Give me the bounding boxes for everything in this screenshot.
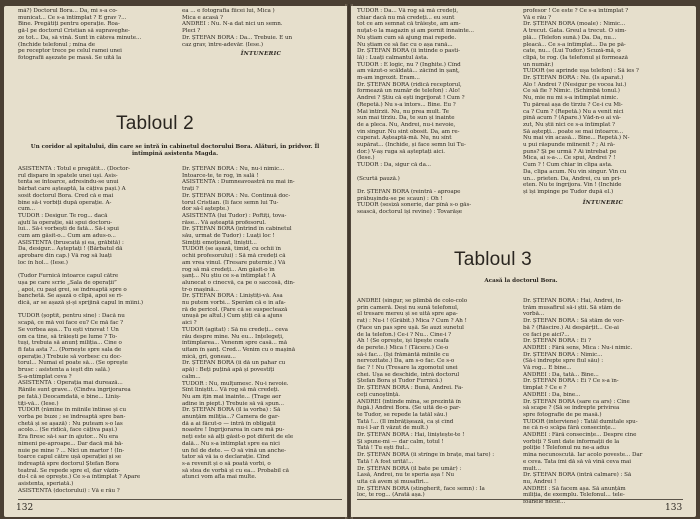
- text-line: chiar dacă nu mă credeți... eu sunt: [357, 14, 455, 21]
- text-line: Nu, mie nu mi s-a întîmplat nimic.: [523, 95, 619, 102]
- text-line: el tresare mereu și se uită spre apa-: [357, 311, 458, 318]
- text-line: Da, clipa acum. Nu vin singur. Vin cu: [523, 168, 627, 175]
- text-line: Dr. ȘTEFAN BORA (îi strînge în brațe, mai tare) :: [357, 452, 495, 459]
- text-line: municat... Ce s-a întîmplat ? E grav ?...: [18, 14, 127, 21]
- left-page-column-2: [182, 166, 340, 481]
- text-line: ANDREI (întinde mîna, se prezintă în: [357, 398, 461, 405]
- text-line: să-i fac... (Își frământă mîinile cu: [357, 351, 449, 358]
- text-line: am vrea vinul. (Tresare puternic.) Vă: [182, 259, 286, 266]
- text-line: TUDOR : Da... Vă rog să mă credeți,: [357, 8, 459, 14]
- text-line: dică, ar se așază și-și sprijină capul în mîini.): [18, 300, 144, 307]
- text-line: nuțat-o la magazin și am pornit înnainte...: [357, 28, 475, 35]
- text-line: zut, Nu știi nici ce s-a întîmplat ?: [523, 121, 615, 128]
- text-line: bă ? (Răscire.) Ai despărțit... Ce-ai: [523, 324, 619, 331]
- text-line: Andrei ? Știu că ești îngrijorat ! Cum ?: [357, 95, 465, 102]
- text-line: să scape ? (Să se îndrepte privirea: [523, 405, 620, 412]
- text-line: bărbat care așteaptă, la câțiva pași.) A: [18, 186, 126, 193]
- text-line: TUDOR (șoptit, pentru sine) : Dacă nu: [18, 313, 125, 320]
- text-line: loc în hol... (Iese.): [18, 259, 68, 266]
- left-page-scene-subtitle: Un coridor al spitalului, din care se intră în cabinetul doctorului Bora. Alături, în pridvor. Îl întîmpină asistenta Magda.: [30, 144, 320, 157]
- text-line: plă... (Telefon sună.) Da. Da, nu...: [523, 34, 617, 41]
- text-line: vorba pe buze ; se îndreaptă spre ban-: [18, 413, 126, 420]
- text-line: ușa pe care scrie „Sala de operații”: [18, 279, 117, 286]
- text-line: (Face un pas spre ușă. Se auzi sunetul: [357, 324, 464, 331]
- text-line: nu-i l-ar fi văzut de mult.): [357, 425, 429, 432]
- right-page-top-column-2: [523, 8, 683, 196]
- text-line: fi fata asta ?... (Pornește spre sala de: [18, 346, 122, 353]
- text-line: fotografii așezate pe masă. Se uită la: [18, 54, 122, 61]
- text-line: ASISTENTA (lui Tudor) : Poftiți, tova-: [182, 212, 287, 219]
- text-line: ră de pericol. (Pare că se suspectează: [182, 306, 288, 313]
- text-line: ASISTENTA (bruscată și ea, grăbită) :: [18, 239, 124, 246]
- text-line: Simțiți emoționat, liniștit...: [182, 239, 257, 246]
- text-line: TUDOR : Da, sigur că da...: [357, 162, 432, 169]
- text-line: de perete.) Mica ! (Tăcere.) Ce-o: [357, 344, 449, 351]
- text-line: Dr. ȘTEFAN BORA : Ei ? Ce s-a în-: [523, 378, 619, 385]
- text-line: Mica e acasă ?: [182, 14, 223, 21]
- text-line: de la telefon.) Ce-i ? Nu... Cine-i ?: [357, 331, 452, 338]
- text-line: asistenta, speriată.): [18, 481, 74, 488]
- text-line: s-a revenit și o să poată vorbi, o: [182, 460, 271, 467]
- text-line: uitam în șanț. Cred... Venim cu o mașină: [182, 346, 296, 353]
- text-line: mică, gri, goneau...: [182, 353, 236, 360]
- text-line: Era firesc să-i sar în ajutor... Nu era: [18, 434, 119, 441]
- text-line: Cum ? ! Cum chiar în clipa asta.: [523, 162, 613, 169]
- text-line: Dr. ȘTEFAN BORA : Nu, nu-i nimic...: [182, 166, 285, 172]
- text-line: Dr. ȘTEFAN BORA : Da... Trebuie. E un: [182, 34, 293, 41]
- text-line: TUDOR (rămîne în mîinile întinse și cu: [18, 407, 127, 414]
- text-line: TUDOR (se aprinde ușa telefon) : Să ies ?: [523, 68, 639, 75]
- right-page: [351, 6, 696, 517]
- text-line: să stea de vorbă și cu ea... Probabil că: [182, 467, 289, 474]
- text-line: Mica, ai s-a-... Ce spui, Andrei ? !: [523, 155, 616, 162]
- text-line: șanț... Nu știu ce s-a întîmplat ! A: [182, 273, 276, 280]
- text-line: caz grav, între-adevăr. (Iese.): [182, 41, 263, 48]
- text-line: pe fată.) Deocamdată, e bine... Liniș-: [18, 393, 121, 400]
- text-line: (Scurtă pauză.): [357, 175, 400, 182]
- text-line: Dr. ȘTEFAN BORA (îi întinde o pasti-: [357, 48, 460, 55]
- text-line: toarce capul către ușă operației și se: [18, 454, 122, 461]
- text-line: miliția, de exemplu. Telefonul... tele-: [523, 492, 625, 499]
- text-line: Dr. ȘTEFAN BORA (îl bate pe umăr) :: [357, 465, 462, 472]
- text-line: ANDREI : Fără sens, Mica : Nu-i nimic.: [523, 344, 633, 351]
- text-line: îndreaptă spre doctorul Ștefan Bora: [18, 460, 119, 467]
- text-line: răse... Vă așteaptă profesorul.: [182, 219, 267, 226]
- text-line: ASISTENTA : Totul e pregătit... (Doctor-: [18, 166, 130, 172]
- text-line: Ștefan Bora și Tudor Furnică.): [357, 378, 443, 385]
- text-line: aici ?: [182, 320, 197, 327]
- text-line: torul Cristian. (Îi face semn lui Tu-: [182, 199, 279, 206]
- text-line: întîmplarea... Venenm spre casă... mă: [182, 340, 288, 347]
- text-line: trați ?: [182, 186, 199, 193]
- text-line: anunțăm miliția...? Camera de gar-: [182, 414, 280, 421]
- text-line: Tu păreai așa de tîrziu ? Ce-i cu Mi-: [523, 101, 623, 108]
- left-page-footer-rule: [18, 499, 342, 500]
- right-page-footer-rule: [357, 499, 683, 500]
- text-line: Dr. ȘTEFAN BORA (îl ia vorba) : Să: [182, 407, 281, 414]
- text-line: calm...: [182, 373, 201, 380]
- text-line: spre fotografie de pe masă.): [523, 411, 602, 418]
- left-page: [4, 6, 347, 517]
- text-line: un număr.): [523, 61, 554, 68]
- text-line: adine în piept.) Trebuie să vă spun...: [182, 400, 284, 407]
- text-line: uita că avem și musafiri...: [357, 478, 429, 485]
- text-line: tot ce am semnat că trăiește, am am-: [357, 21, 461, 28]
- text-line: sun mai tîrziu. Da, te sun și înainte: [357, 115, 455, 122]
- text-line: apă) : Beți puțină apă și povestiți: [182, 367, 275, 374]
- text-line: rat) : Nu-i ! (Grăbit.) Mica ? Cum ? Ah !: [357, 318, 467, 325]
- text-line: ANDREI : Da, tată... Bine...: [523, 371, 599, 378]
- text-line: Nu mai vin acasă... Bine... Repetă.) N-: [523, 135, 630, 142]
- text-line: TUDOR (interviene) : Tatăl dumitale spu-: [523, 418, 638, 425]
- left-page-scene-title: Tabloul 2: [116, 113, 194, 134]
- left-page-intuneric: [182, 51, 340, 58]
- text-line: supărat... (Închide, și face semn lui Tu-: [357, 142, 466, 149]
- text-line: Întoarce-te, te rog, în sală !: [182, 172, 259, 179]
- text-line: Nu știam cum să ajung mai repede.: [357, 34, 457, 41]
- text-line: S-a-ntîmplat ceva ?: [18, 373, 72, 380]
- text-line: pînă acum ? (Apare.) Văd-n-o ai vă-: [523, 115, 621, 122]
- text-line: formează un număr de telefon) : Alo!: [357, 88, 461, 95]
- text-line: unușă pe altul.) Cum știți că a ajuns: [182, 313, 283, 320]
- text-line: Dr. ȘTEFAN BORA : Liniștiți-vă. Asa: [182, 293, 283, 300]
- text-line: ASISTENTA : Operația mai durează...: [18, 380, 123, 387]
- right-page-column-2: [523, 298, 683, 506]
- text-line: torul... Numai el poate să... (Se oprește: [18, 360, 128, 367]
- text-line: brusc : asistenta a ieșit din sală.): [18, 367, 110, 374]
- text-line: puns? Și pe urmă ? Ai întrebat pe: [523, 148, 617, 155]
- text-line: Dr. ȘTEFAN BORA (moale) : Nimic...: [523, 21, 626, 28]
- text-line: tuși, trebuia să anunț miliția... Cine o: [18, 340, 122, 347]
- text-line: te Tudor, se repede la tatăl său.): [357, 411, 448, 418]
- intuneric-label: ÎNTUNERIC: [240, 51, 282, 57]
- text-line: Dr. ȘTEFAN BORA : Hai, Andrei, in-: [523, 298, 624, 304]
- text-line: A trecut. Gata. Greul a trecut. O sim-: [523, 28, 627, 35]
- text-line: ajutî la operație, săi spui doctoru-: [18, 219, 113, 226]
- text-line: Dr. ȘTEFAN BORA : Ei ?: [523, 338, 591, 345]
- text-line: dor.) V-aș ruga să așteptați aici.: [357, 148, 445, 155]
- text-line: (Să-i îndrepte spre fiul său) :: [523, 358, 604, 365]
- text-line: Bine. Pregătiți pentru operație. Roa-: [18, 21, 120, 28]
- text-line: Dr. ȘTEFAN BORA (sare ca ars) : Cine: [523, 398, 630, 405]
- text-line: Dr. ȘTEFAN BORA : Nu. (Îs aparat.): [523, 75, 624, 82]
- text-line: prin cameră. Deși nu sună telefonul,: [357, 304, 459, 311]
- text-line: (Tudor Furnică întoarce capul către: [18, 273, 119, 280]
- text-line: TUDOR : E logic, nu ? (Înghite.) Cînd: [357, 61, 461, 68]
- text-line: mâ?) Doctorul Bora... Da, mi s-a co-: [18, 8, 118, 14]
- text-line: vin singur. Nu sint obosit. Da, am re-: [357, 128, 460, 135]
- text-line: ANDREI : Să facem așa. Să anunțăm: [523, 485, 626, 492]
- text-line: ANDREI : Da, bine...: [523, 391, 581, 398]
- text-line: Rănile sunt grave... (Cîndva îngrijorarea: [18, 387, 131, 394]
- left-page-column-1: [18, 166, 176, 494]
- intuneric-label: ÎNTUNERIC: [582, 200, 624, 206]
- text-line: om ca tine, să trăiești pe lume ? To-: [18, 333, 118, 340]
- right-page-intuneric: [523, 200, 683, 207]
- text-line: mîna necunoscută. Iar acolo poveste... Dar: [523, 452, 643, 459]
- right-page-top-column-1: [357, 8, 517, 216]
- text-line: ASISTENTA : Dumneavoastră nu mai in-: [182, 179, 295, 186]
- text-line: un... prieten. Da, Andrei, cu un pri-: [523, 175, 621, 182]
- right-page-number: 133: [665, 503, 683, 513]
- text-line: nuie pe mine ? ... Nici un martor ! (În-: [18, 447, 125, 454]
- text-line: Dr. ȘTEFAN BORA : Hai, liniștește-te !: [357, 432, 465, 439]
- text-line: TUDOR (se așază, timid, cu ochii în: [182, 246, 281, 253]
- text-line: ANDREI : Fără consecințe... Despre cine: [523, 432, 637, 439]
- text-line: du-l că se oprește.) Ce s-a întîmplat ? Apare: [18, 474, 141, 481]
- text-line: loc, te rog... (Arată așa.): [357, 492, 425, 499]
- text-line: chetă și se așază) : Nu puteam s-o las: [18, 420, 123, 427]
- text-line: trăm musafirul să-i știi. Să stăm de: [523, 304, 621, 311]
- text-line: Tată ! A fost urîtă!...: [357, 458, 414, 465]
- text-line: atunci vom afla mai multe.: [182, 474, 257, 481]
- text-line: aprobare din cap.) Vă rog să luați: [18, 253, 112, 260]
- text-line: Nu știam ce să fac cu o așa rană...: [357, 41, 453, 48]
- text-line: alunecat o cinecvă, ca pe o saccosă, din-: [182, 279, 295, 286]
- text-line: Să aștepți... poate se mai întoarce...: [523, 128, 624, 135]
- text-line: ea ... e fotografia fiicei lui, Mica ): [182, 8, 275, 14]
- right-page-scene-title: Tabloul 3: [454, 249, 532, 270]
- text-line: ceți cunoștință.: [357, 391, 401, 398]
- text-line: TUDOR (sesiză sonerie, dar pînă s-o găs-: [357, 202, 472, 209]
- text-line: Dr. ȘTEFAN BORA : Nu. Continuă doc-: [182, 192, 291, 199]
- left-page-number: 132: [16, 503, 34, 513]
- text-line: Vă rog... E bine...: [523, 365, 572, 372]
- text-line: [357, 182, 517, 189]
- text-line: banchetă. Se așază o clipă, apoi se ri-: [18, 293, 123, 300]
- text-line: dă a ai făcut-o — intră în obligații: [182, 420, 276, 427]
- text-line: bine să-i vorbiți după operație. A-: [18, 199, 112, 206]
- text-line: clipă, te rog. (Ia telefonul și formează: [523, 54, 628, 61]
- text-line: scapă, ce mă voi face eu? Ce mă fac ?: [18, 320, 124, 327]
- text-line: sosit doctorul Bora. Cred că e mai: [18, 192, 114, 199]
- text-line: pe receptor trece pe celul ramei unei: [18, 48, 122, 55]
- text-line: cum...: [18, 206, 36, 213]
- text-line: noastre ! Îngrijorarea în care mă pu-: [182, 427, 285, 434]
- text-line: ANDREI (singur, se plimbă de colo-colo: [357, 298, 468, 304]
- text-line: de a pleca. Nu, Andrei, nu-i nevoie,: [357, 121, 456, 128]
- text-line: tîmplat ? Ce e ?: [523, 385, 567, 392]
- text-line: acolo... (Se ridică, face câțiva pași.): [18, 427, 117, 434]
- text-line: ce faci pe aici?...: [523, 331, 570, 338]
- text-line: (Iese.): [357, 155, 375, 162]
- text-line: său, urmat de Tudor) : Luați loc !: [182, 233, 275, 240]
- text-line: Alo ! Andrei ? (Nesigur pe vocea lui.): [523, 81, 627, 88]
- text-line: [18, 267, 176, 274]
- text-line: pleacă... Ce s-a întîmplat... Da pe pă-: [523, 41, 626, 48]
- text-line: Da, desigur... Așteptați ! (Bărbatul dă: [18, 246, 123, 253]
- text-line: prăbușindu-se pe scaun) : Oh !: [357, 195, 443, 202]
- text-line: cate, nu... (Lui Tudor.) Scuză-mă, o: [523, 48, 621, 55]
- text-line: e ceva. Tata îmi dă să vă vină ceva mai: [523, 458, 632, 465]
- text-line: nu, Andrei !: [523, 478, 557, 485]
- text-line: ca ? Cum ? (Repetă.) Nu a venit nici: [523, 108, 624, 115]
- text-line: Dr. ȘTEFAN BORA : Să stăm de vor-: [523, 318, 624, 325]
- text-line: fac ? ! Nu (Tresare la zgomotul unei: [357, 365, 458, 372]
- text-line: Dr. ȘTEFAN BORA (ridică receptorul,: [357, 81, 462, 88]
- text-line: Tată !... (Îl îmbrățișează, ca și cînd: [357, 418, 454, 425]
- text-line: Sînt liniștit... Vă rog să mă credeți.: [182, 387, 280, 394]
- text-line: neți este să alți găsit-o pot diferit de ele: [182, 434, 294, 441]
- text-line: cuperat. Așteaptă-mă. Nu, nu sînt: [357, 135, 452, 142]
- text-line: nervozitate.) Da, am s-o fac. Ce s-o: [357, 358, 455, 365]
- text-line: ochii profesorului) : Să mă credeți că: [182, 253, 286, 260]
- text-line: vorbă...: [523, 311, 545, 318]
- text-line: tr-o mașină...: [182, 286, 219, 293]
- text-line: poliție ! Telefonul nu ne-a adus: [523, 445, 610, 452]
- text-line: TUDOR : Nu, mulțumesc. Nu-i nevoie.: [182, 380, 289, 387]
- text-line: Vă e rău ?: [523, 14, 552, 21]
- text-line: eten. Nu te îngrijora. Vin ! (Închide: [523, 182, 622, 189]
- text-line: TUDOR : Desigur. Te rog... dacă: [18, 212, 108, 219]
- text-line: tenta se întoarce, adresîndu-se unui: [18, 179, 119, 186]
- text-line: rog să mă credeți... Am găsit-o în: [182, 266, 275, 273]
- right-page-scene-subtitle: Acasă la doctorul Bora.: [484, 278, 558, 284]
- text-line: Dr. ȘTEFAN BORA (intrînd în cabinetul: [182, 226, 292, 233]
- text-line: dor să-l aștepte.): [182, 206, 230, 213]
- text-line: Mai întîrzii. Nu, nu prea mult. Te: [357, 108, 449, 115]
- text-line: sească, doctorul își revine) : Tovarășe: [357, 209, 463, 216]
- text-line: Dr. ȘTEFAN BORA : Nimic...: [523, 351, 603, 358]
- text-line: fugă.) Andrei Bora. (Se uită de-o par-: [357, 405, 461, 412]
- text-line: Dr. ȘTEFAN BORA : Bună, Andrei. Fa-: [357, 385, 464, 392]
- text-line: Pleci ?: [182, 28, 201, 35]
- text-line: Și spune-mi — dar calm, totul !: [357, 438, 444, 445]
- text-line: mult...: [523, 465, 541, 472]
- text-line: u pui răspunde mîinenit ? ; Ai ră-: [523, 142, 615, 149]
- text-line: Dr. ȘTEFAN BORA (stingherit, face semn) : Ia: [357, 485, 485, 492]
- text-line: ze tot... Da, să vină. Sunt în câteva minute...: [18, 34, 142, 41]
- text-line: nu putem vorbi... Sperăm că e în afa-: [182, 300, 286, 307]
- text-line: operație.) Trebuie să vorbesc cu doc-: [18, 353, 122, 360]
- text-line: vorbiți ? Sunt date informații de la: [523, 438, 620, 445]
- text-line: tator să vă ia o declarație. Cînd: [182, 454, 270, 461]
- text-line: rul dispare în spatele unei uși. Asis-: [18, 172, 118, 179]
- text-line: ne că n-o scăpa fără consecințe...: [523, 425, 616, 432]
- text-line: [18, 307, 176, 314]
- left-page-top-column-1: [18, 8, 176, 62]
- text-line: dală... Nu s-a întîmplat spre ea nici: [182, 440, 280, 447]
- text-line: Dr. ȘTEFAN BORA (intră calmare) : Să: [523, 472, 632, 479]
- text-line: [357, 169, 517, 176]
- text-line: foanele necle...: [523, 499, 566, 506]
- text-line: Lasă, Andrei, nu te speria așa ! Nu: [357, 472, 455, 479]
- left-page-top-column-2: [182, 8, 340, 48]
- text-line: Ce să fie ? Nimic. (Schimbă tonul.): [523, 88, 620, 95]
- text-line: chei. Ușa se deschide, intră doctorul: [357, 371, 460, 378]
- text-line: și își împinge pe Tudor după el.): [523, 188, 614, 195]
- text-line: lui... Să-i vorbești de fată... Să-i spui: [18, 226, 119, 233]
- text-line: rău despre mine. Nu eu... Înțelegeți,: [182, 333, 284, 340]
- text-line: TUDOR (agitat) : Să nu credeți... ceva: [182, 326, 288, 333]
- text-line: ASISTENTA (doctorului) : Vă e rău ?: [18, 487, 120, 494]
- text-line: am văzut-o scăldată... zăcînd în șanț,: [357, 68, 460, 75]
- text-line: Tată ! Tu ești fiul...: [357, 445, 410, 452]
- text-line: (Repetă.) Nu s-a întors... Bine. Eu ?: [357, 101, 456, 108]
- text-line: gă-l pe doctorul Cristian să supraveghe-: [18, 28, 130, 35]
- text-line: Ah ! (Se oprește, își lipește ceafa: [357, 338, 449, 345]
- text-line: Nu am ițin mai înainte... (Trage aer: [182, 393, 282, 400]
- text-line: cum am găsit-o... Cum am adus-o...: [18, 233, 116, 240]
- text-line: teatral. Se repede spre el, dar văzîn-: [18, 467, 121, 474]
- text-line: Dr. ȘTEFAN BORA (reintră - aproape: [357, 188, 461, 195]
- text-line: , apoi, cu pași grei, se îndreaptă spre o: [18, 286, 127, 293]
- text-line: (Închide telefonul ; mîna de: [18, 41, 96, 48]
- text-line: nimeni pe-aproape... Dar dacă mă bă-: [18, 440, 124, 447]
- text-line: Dr. ȘTEFAN BORA (îi dă un pahar cu: [182, 360, 286, 367]
- text-line: tiți-vă... (Iese.): [18, 400, 59, 407]
- text-line: lă) : Luați calmantul ăsta.: [357, 54, 429, 61]
- text-line: ANDREI : Nu. N-a dat nici un semn.: [182, 21, 283, 28]
- text-line: profesor ! Ce este ? Ce s-a întîmplat ?: [523, 8, 629, 14]
- text-line: un fel de dete. — O să vină un anche-: [182, 447, 286, 454]
- right-page-column-1: [357, 298, 517, 499]
- text-line: m-am îngrozit. Eram...: [357, 75, 420, 82]
- text-line: Se vorbea așa... Tu ești vinovat ! Un: [18, 326, 119, 333]
